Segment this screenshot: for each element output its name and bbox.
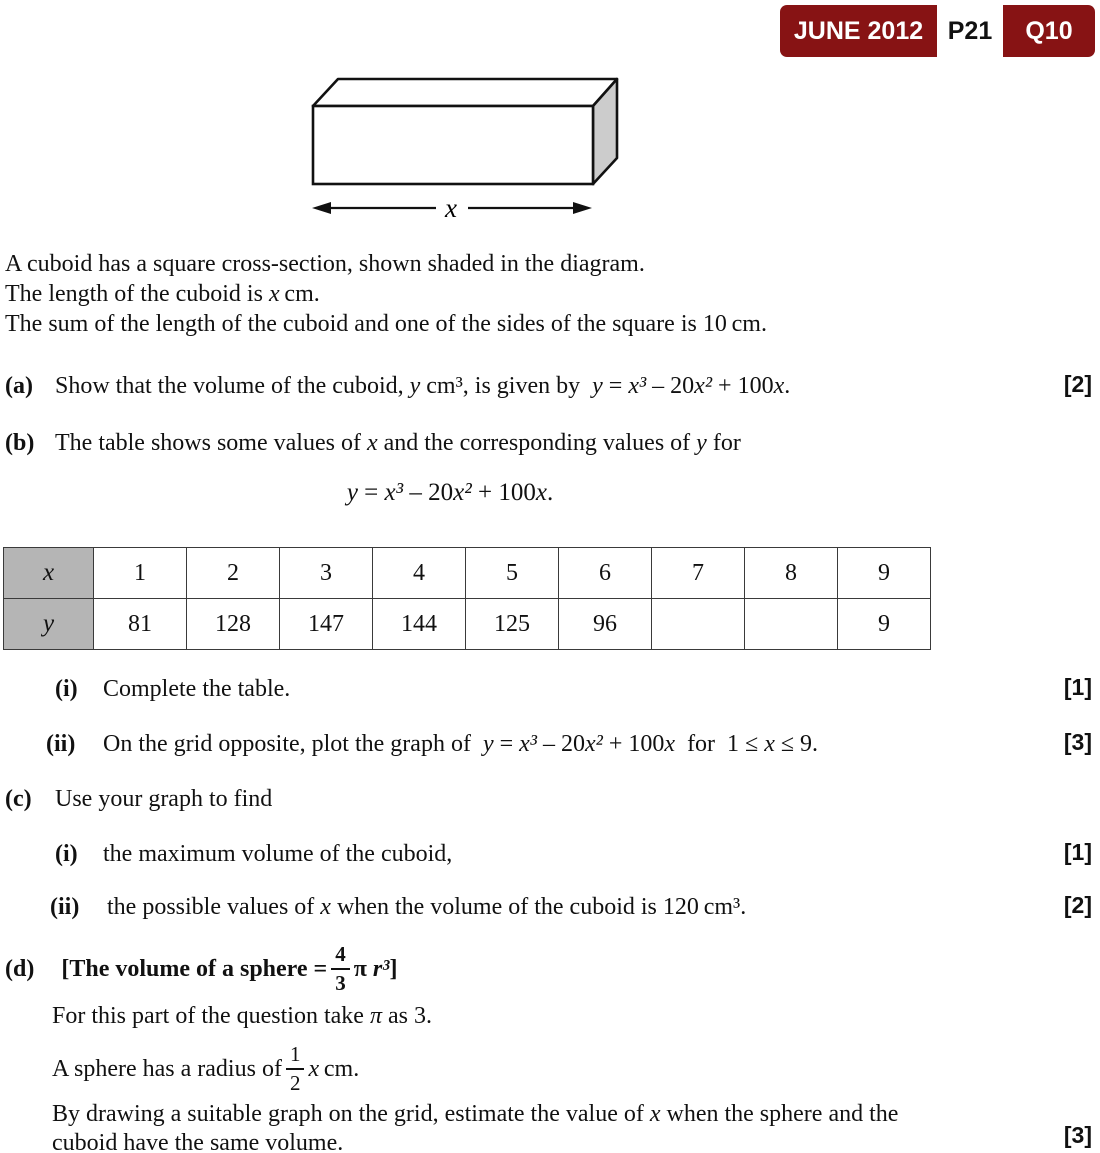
- part-b-text: The table shows some values of x and the corresponding values of y for: [55, 430, 741, 456]
- part-d-head-pre: [The volume of a sphere =: [61, 955, 328, 982]
- part-d-radius-row: [52, 1042, 359, 1096]
- part-d-heading: [5, 940, 397, 998]
- table-cell-x3: 3: [280, 548, 373, 599]
- part-b-ii-label: (ii): [46, 731, 76, 757]
- fraction-denominator: 3: [335, 971, 346, 995]
- table-cell-x1: 1: [94, 548, 187, 599]
- part-a-text: Show that the volume of the cuboid, y cm³, is given by y = x³ – 20x² + 100x.: [55, 373, 791, 399]
- table-cell-y9: 9: [838, 599, 931, 650]
- table-cell-x6: 6: [559, 548, 652, 599]
- mark-c-i: [1]: [1063, 839, 1092, 865]
- part-c-label: (c): [5, 786, 32, 812]
- intro-line-2: The length of the cuboid is x cm.: [5, 281, 320, 307]
- table-cell-x2: 2: [187, 548, 280, 599]
- table-cell-x7: 7: [652, 548, 745, 599]
- table-cell-y3: 147: [280, 599, 373, 650]
- table-row-x: [4, 548, 931, 599]
- cubic-equation: y = x³ – 20x² + 100x.: [346, 479, 554, 506]
- mark-d: [3]: [1063, 1122, 1092, 1148]
- part-d-label: (d): [5, 955, 35, 982]
- dimension-label: x: [445, 193, 457, 223]
- fraction-numerator: 1: [286, 1044, 305, 1070]
- table-cell-x9: 9: [838, 548, 931, 599]
- part-d-head-post: π r³]: [353, 955, 398, 982]
- fraction-denominator: 2: [289, 1071, 301, 1095]
- table-cell-y5: 125: [466, 599, 559, 650]
- table-cell-y8: [745, 599, 838, 650]
- badge-question-number: Q10: [1003, 5, 1095, 57]
- part-b-ii-text: On the grid opposite, plot the graph of y = x³ – 20x² + 100x for 1 ≤ x ≤ 9.: [103, 731, 819, 757]
- mark-b-ii: [3]: [1063, 729, 1092, 755]
- part-d-radius-pre: A sphere has a radius of: [52, 1055, 282, 1082]
- table-cell-y2: 128: [187, 599, 280, 650]
- badge-paper: P21: [937, 5, 1003, 57]
- intro-paragraph: [5, 249, 767, 339]
- part-c-i-label: (i): [55, 841, 78, 867]
- part-b-i-text: Complete the table.: [103, 676, 291, 702]
- table-row-y: [4, 599, 931, 650]
- fraction-one-half: [286, 1044, 305, 1094]
- intro-line-3: The sum of the length of the cuboid and one of the sides of the square is 10 cm.: [5, 311, 767, 337]
- cuboid-diagram: [300, 62, 630, 227]
- exam-question-page: JUNE 2012 P21 Q10 x A cuboid has a square cross-section, shown shaded in the diagram. The length of the cuboid is x cm. The sum of the length of the cuboid and one of the sides of the square is 10 cm. (a) Show that the volume of the cuboid, y cm³, is given by y = x³ – 20x² + 100x. [2] (b) The table shows some values of x and the corresponding values of y for y = x³ – 20x² + 100x. x 1 2 3 4 5 6 7 8 9 y 81 128 147 144 125 96 9 (i) Complete the table. [1] (ii) On the grid opposite, plot the graph of y = x³ – 20x² + 100x for 1 ≤ x ≤ 9. [3] (c) Use your graph to find (i) the maximum volume of the cuboid, [1] (ii) the possible values of x when the volume of the cuboid is 120 cm³. [2] (d) [The volume of a sphere = $\frac{4}{3}$ π r³] For this part of the question take π as 3. A sphere has a radius of $\frac{1}{2}$ x cm. By drawing a suitable graph on the grid, estimate the value of x when the sphere and the cuboid have the same volume. [3]: [0, 0, 1100, 1153]
- intro-line-1: A cuboid has a square cross-section, shown shaded in the diagram.: [5, 251, 645, 277]
- table-cell-y1: 81: [94, 599, 187, 650]
- mark-b-i: [1]: [1063, 674, 1092, 700]
- part-a-label: (a): [5, 373, 33, 399]
- length-dimension-arrow: [312, 193, 592, 223]
- table-cell-x5: 5: [466, 548, 559, 599]
- table-cell-x8: 8: [745, 548, 838, 599]
- table-cell-y4: 144: [373, 599, 466, 650]
- fraction-four-thirds: [331, 944, 350, 994]
- part-d-radius-post: x cm.: [308, 1055, 360, 1082]
- part-b-label: (b): [5, 430, 35, 456]
- part-c-i-text: the maximum volume of the cuboid,: [103, 841, 453, 867]
- cuboid-top-face: [313, 79, 617, 106]
- mark-a: [2]: [1063, 371, 1092, 397]
- cuboid-front-face: [313, 106, 593, 184]
- question-badge: [780, 5, 1095, 57]
- part-b-i-label: (i): [55, 676, 78, 702]
- mark-c-ii: [2]: [1063, 892, 1092, 918]
- fraction-numerator: 4: [331, 944, 350, 970]
- part-c-ii-text: the possible values of x when the volume of the cuboid is 120 cm³.: [107, 894, 747, 920]
- part-c-ii-label: (ii): [50, 894, 80, 920]
- table-header-x: x: [4, 548, 94, 599]
- table-cell-x4: 4: [373, 548, 466, 599]
- table-cell-y6: 96: [559, 599, 652, 650]
- table-header-y: y: [4, 599, 94, 650]
- values-table: [3, 547, 931, 650]
- badge-session: JUNE 2012: [780, 5, 937, 57]
- table-cell-y7: [652, 599, 745, 650]
- part-c-text: Use your graph to find: [55, 786, 273, 812]
- part-d-take-text: For this part of the question take π as 3.: [52, 1003, 432, 1029]
